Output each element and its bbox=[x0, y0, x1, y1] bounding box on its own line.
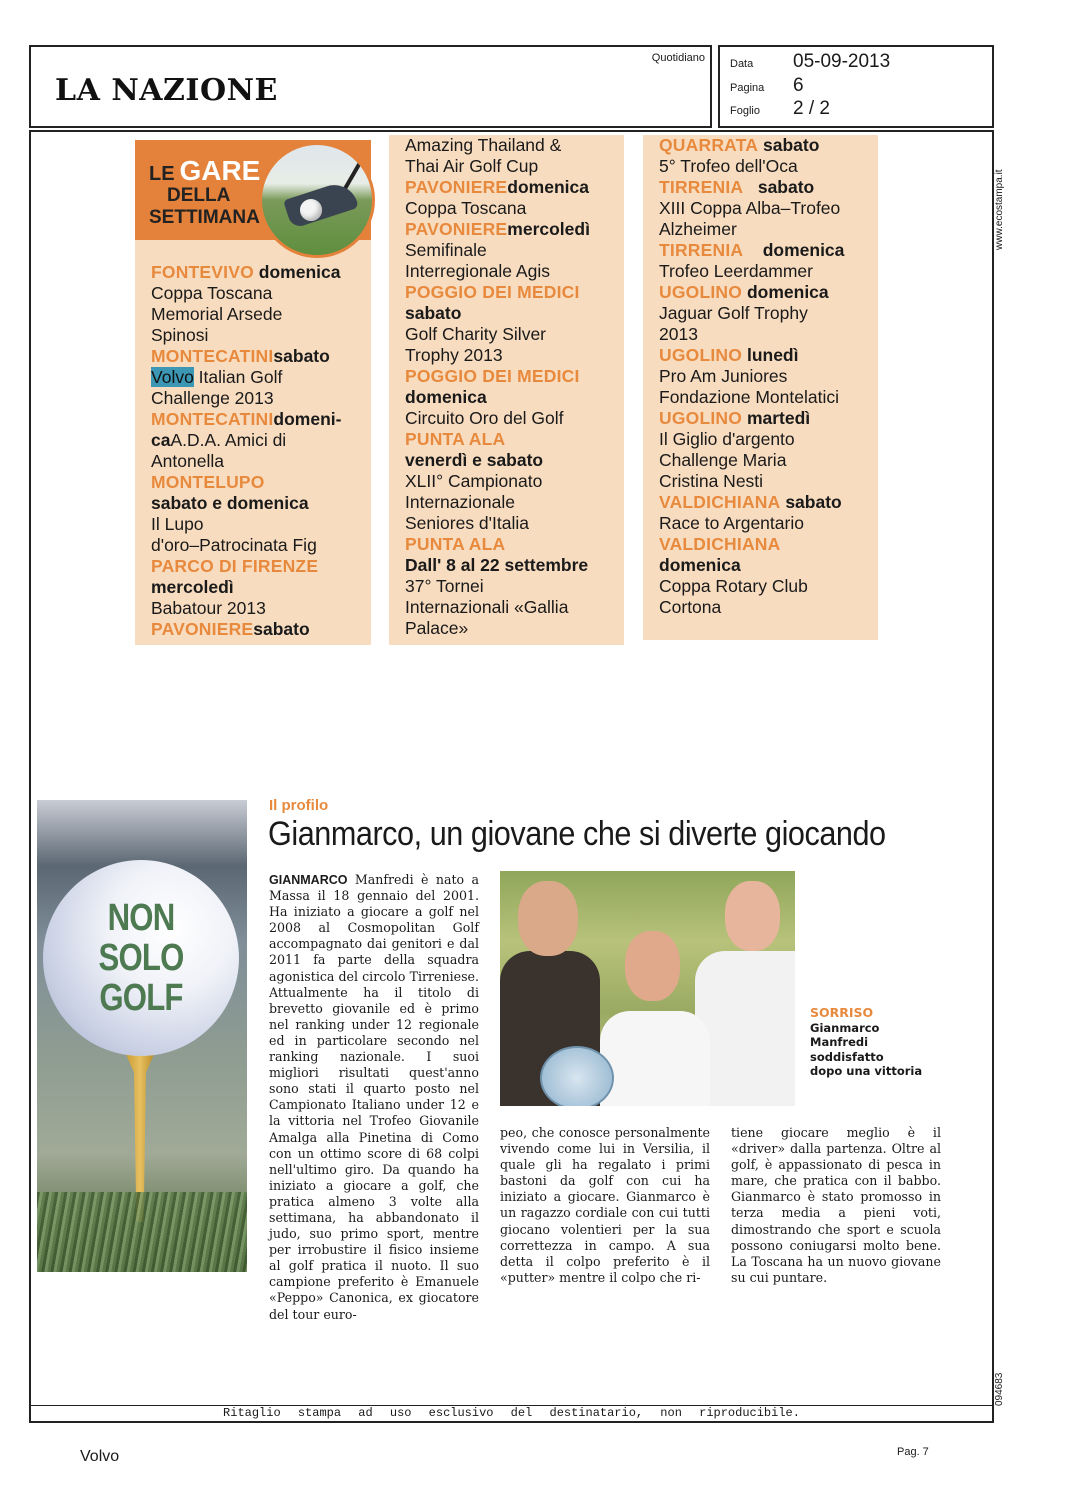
event-name: Seniores d'Italia bbox=[405, 513, 529, 533]
event-day: venerdì e sabato bbox=[405, 450, 544, 470]
frequency-label: Quotidiano bbox=[651, 52, 705, 64]
article-column-2: peo, che conosce personalmente vivendo come lui in Versilia, il quale gli ha regalato i primi bastoni da golf con cui ha iniziato a giocare. Gianmarco è un ragazzo cordiale con cui tutti giocano volentieri per la sua correttezza in campo. A sua detta il colpo preferito è il «putter» mentre il colpo che ri- bbox=[500, 1125, 710, 1285]
side-code bbox=[990, 1360, 1014, 1410]
article-lead: GIANMARCO bbox=[269, 873, 348, 887]
article-kicker: Il profilo bbox=[269, 797, 329, 814]
gare-column-2 bbox=[389, 135, 624, 645]
event-day: domenica bbox=[258, 262, 341, 282]
event-name: Palace» bbox=[405, 618, 469, 638]
meta-label: Pagina bbox=[730, 82, 765, 94]
event-name: Circuito Oro del Golf bbox=[405, 408, 564, 428]
side-url bbox=[990, 140, 1014, 255]
event-item bbox=[151, 619, 341, 640]
event-place: MONTECATINI bbox=[151, 409, 274, 429]
event-name: Il Giglio d'argento bbox=[659, 429, 795, 449]
event-name: Golf Charity Silver bbox=[405, 324, 547, 344]
event-name: Pro Am Juniores bbox=[659, 366, 788, 386]
event-day: sabato bbox=[763, 135, 820, 155]
event-name: Internazionale bbox=[405, 492, 515, 512]
event-name: Cristina Nesti bbox=[659, 471, 764, 491]
event-item bbox=[405, 219, 624, 240]
event-place: POGGIO DEI MEDICI bbox=[405, 282, 580, 302]
event-list bbox=[151, 262, 341, 640]
event-name: Volvo Italian Golf bbox=[151, 367, 283, 387]
event-item bbox=[659, 177, 878, 198]
event-name: 37° Tornei bbox=[405, 576, 484, 596]
gare-column-1 bbox=[135, 140, 371, 645]
meta-date bbox=[730, 51, 890, 73]
event-name: Race to Argentario bbox=[659, 513, 804, 533]
winners-photo bbox=[500, 871, 795, 1106]
event-name: Trophy 2013 bbox=[405, 345, 503, 365]
event-place: UGOLINO bbox=[659, 345, 743, 365]
event-day: Dall' 8 al 22 settembre bbox=[405, 555, 589, 575]
client-brand: Volvo bbox=[80, 1448, 120, 1465]
grass bbox=[37, 1192, 247, 1272]
event-name: d'oro–Patrocinata Fig bbox=[151, 535, 317, 555]
event-item bbox=[659, 492, 878, 513]
meta-value: 2 / 2 bbox=[793, 98, 830, 119]
gare-title bbox=[149, 155, 261, 229]
meta-label: Foglio bbox=[730, 105, 760, 117]
event-day: sabato bbox=[757, 177, 815, 197]
event-day: martedì bbox=[746, 408, 811, 428]
event-item bbox=[151, 262, 341, 283]
event-day: lunedì bbox=[746, 345, 799, 365]
non-solo-golf-label: NON SOLO GOLF bbox=[98, 897, 184, 1019]
event-place: POGGIO DEI MEDICI bbox=[405, 366, 580, 386]
event-day: domenica bbox=[659, 555, 741, 575]
golf-ball-icon bbox=[43, 860, 239, 1056]
event-name: Jaguar Golf Trophy bbox=[659, 303, 808, 323]
event-name: Alzheimer bbox=[659, 219, 737, 239]
event-day: domenica bbox=[762, 240, 845, 260]
event-day: domenica bbox=[405, 387, 487, 407]
event-name: Amazing Thailand & bbox=[405, 135, 562, 155]
meta-value: 6 bbox=[793, 75, 804, 96]
caption-line: dopo una vittoria bbox=[810, 1064, 923, 1078]
event-item bbox=[405, 177, 624, 198]
newspaper-masthead: LA NAZIONE bbox=[55, 73, 278, 108]
event-name: Internazionali «Gallia bbox=[405, 597, 569, 617]
event-place: PAVONIERE bbox=[405, 219, 508, 239]
event-place: VALDICHIANA bbox=[659, 534, 781, 554]
meta-sheet bbox=[730, 98, 830, 120]
copyright-notice: Ritaglio stampa ad uso esclusivo del destinatario, non riproducibile. bbox=[223, 1406, 800, 1420]
event-place: QUARRATA bbox=[659, 135, 759, 155]
event-name: caA.D.A. Amici di bbox=[151, 430, 287, 450]
caption-line: Gianmarco bbox=[810, 1020, 880, 1035]
event-place: TIRRENIA bbox=[659, 240, 744, 260]
event-name: Challenge Maria bbox=[659, 450, 787, 470]
event-name: 2013 bbox=[659, 324, 698, 344]
event-day: sabato bbox=[273, 346, 330, 366]
event-name: XIII Coppa Alba–Trofeo bbox=[659, 198, 841, 218]
event-item bbox=[659, 135, 878, 156]
event-name: Thai Air Golf Cup bbox=[405, 156, 539, 176]
event-name: Memorial Arsede bbox=[151, 304, 283, 324]
event-name: Coppa Toscana bbox=[405, 198, 527, 218]
title-gare: GARE bbox=[179, 155, 261, 186]
side-code-text: 094683 bbox=[994, 1372, 1005, 1406]
event-item bbox=[659, 282, 878, 303]
title-le: LE bbox=[149, 163, 175, 185]
event-item bbox=[659, 408, 878, 429]
meta-value: 05-09-2013 bbox=[793, 51, 891, 72]
event-item bbox=[151, 346, 341, 367]
meta-page bbox=[730, 75, 804, 97]
event-place: PUNTA ALA bbox=[405, 429, 506, 449]
event-name: Interregionale Agis bbox=[405, 261, 550, 281]
event-place: PUNTA ALA bbox=[405, 534, 506, 554]
event-day: domenica bbox=[507, 177, 589, 197]
event-name: Fondazione Montelatici bbox=[659, 387, 839, 407]
article-text: Manfredi è nato a Massa il 18 gennaio del 2001. Ha iniziato a giocare a golf nel 2008 al Cosmopolitan Golf accompagnato dai genitori e dal 2011 fa parte della squadra agonistica del circolo Tirreniese. Attualmente ha il titolo di brevetto giovanile ed è primo nel ranking under 12 regionale ed in particolare secondo nel ranking nazionale. I suoi migliori risultati quest'anno sono stati il quarto posto nel Campionato Italiano under 12 e la vittoria nel Trofeo Giovanile Amalga alla Pinetina di Como con un ottimo score di 68 colpi nell'ultimo giro. Da quando ha iniziato a giocare a golf, che pratica almeno 3 volte alla settimana, ha abbandonato il judo, suo primo sport, mentre per irrobustire il fisico insieme al golf pratica il nuoto. Il suo campione preferito è Emanuele «Peppo» Canonica, ex giocatore del tour euro- bbox=[269, 872, 479, 1322]
caption-title: SORRISO bbox=[810, 1005, 874, 1020]
event-list bbox=[389, 135, 624, 639]
event-day: domeni- bbox=[273, 409, 342, 429]
event-name: Semifinale bbox=[405, 240, 487, 260]
event-place: MONTELUPO bbox=[151, 472, 265, 492]
event-day: sabato bbox=[253, 619, 310, 639]
event-item bbox=[151, 409, 341, 430]
event-item bbox=[659, 345, 878, 366]
caption-line: soddisfatto bbox=[810, 1049, 884, 1064]
event-day: sabato e domenica bbox=[151, 493, 309, 513]
event-place: VALDICHIANA bbox=[659, 492, 781, 512]
photo-caption bbox=[810, 1006, 922, 1079]
trophy-plate-icon bbox=[540, 1046, 614, 1106]
event-place: UGOLINO bbox=[659, 408, 743, 428]
event-place: PAVONIERE bbox=[405, 177, 508, 197]
event-day: mercoledì bbox=[151, 577, 234, 597]
event-name: XLII° Campionato bbox=[405, 471, 543, 491]
article-headline: Gianmarco, un giovane che si diverte giocando bbox=[268, 815, 886, 853]
event-name: Babatour 2013 bbox=[151, 598, 266, 618]
event-name: Il Lupo bbox=[151, 514, 204, 534]
event-place: MONTECATINI bbox=[151, 346, 274, 366]
event-place: PARCO DI FIRENZE bbox=[151, 556, 319, 576]
event-name: Cortona bbox=[659, 597, 722, 617]
event-place: UGOLINO bbox=[659, 282, 743, 302]
event-day: sabato bbox=[785, 492, 842, 512]
event-name: Coppa Toscana bbox=[151, 283, 273, 303]
event-day: mercoledì bbox=[507, 219, 590, 239]
golf-ball-photo bbox=[37, 800, 247, 1272]
event-day: sabato bbox=[405, 303, 462, 323]
event-name: Coppa Rotary Club bbox=[659, 576, 808, 596]
meta-label: Data bbox=[730, 58, 754, 70]
title-settimana: SETTIMANA bbox=[149, 207, 260, 228]
side-url-text: www.ecostampa.it bbox=[994, 169, 1005, 250]
event-name: Antonella bbox=[151, 451, 224, 471]
metadata-box bbox=[718, 45, 994, 128]
golf-club-ball-icon bbox=[259, 142, 375, 258]
event-name: Challenge 2013 bbox=[151, 388, 274, 408]
caption-line: Manfredi bbox=[810, 1035, 869, 1049]
event-list bbox=[643, 135, 878, 618]
event-name: Trofeo Leerdammer bbox=[659, 261, 813, 281]
search-highlight: Volvo bbox=[151, 367, 194, 387]
event-place: TIRRENIA bbox=[659, 177, 744, 197]
event-place: PAVONIERE bbox=[151, 619, 254, 639]
masthead-box bbox=[29, 45, 712, 128]
article-column-1 bbox=[269, 872, 479, 1323]
event-name: Spinosi bbox=[151, 325, 209, 345]
event-name: 5° Trofeo dell'Oca bbox=[659, 156, 798, 176]
event-day: domenica bbox=[746, 282, 829, 302]
event-place: FONTEVIVO bbox=[151, 262, 254, 282]
gare-column-3 bbox=[643, 135, 878, 640]
title-della: DELLA bbox=[167, 185, 231, 206]
page-number: Pag. 7 bbox=[897, 1446, 929, 1458]
event-item bbox=[659, 240, 878, 261]
article-column-3: tiene giocare meglio è il «driver» dalla partenza. Oltre al golf, è appassionato di pesca in mare, che pratica con il babbo. Gianmarco è stato promosso in terza media a pieni voti, dimostrando che sport e scuola possono coniugarsi molto bene. La Toscana ha un nuovo giovane su cui puntare. bbox=[731, 1125, 941, 1285]
